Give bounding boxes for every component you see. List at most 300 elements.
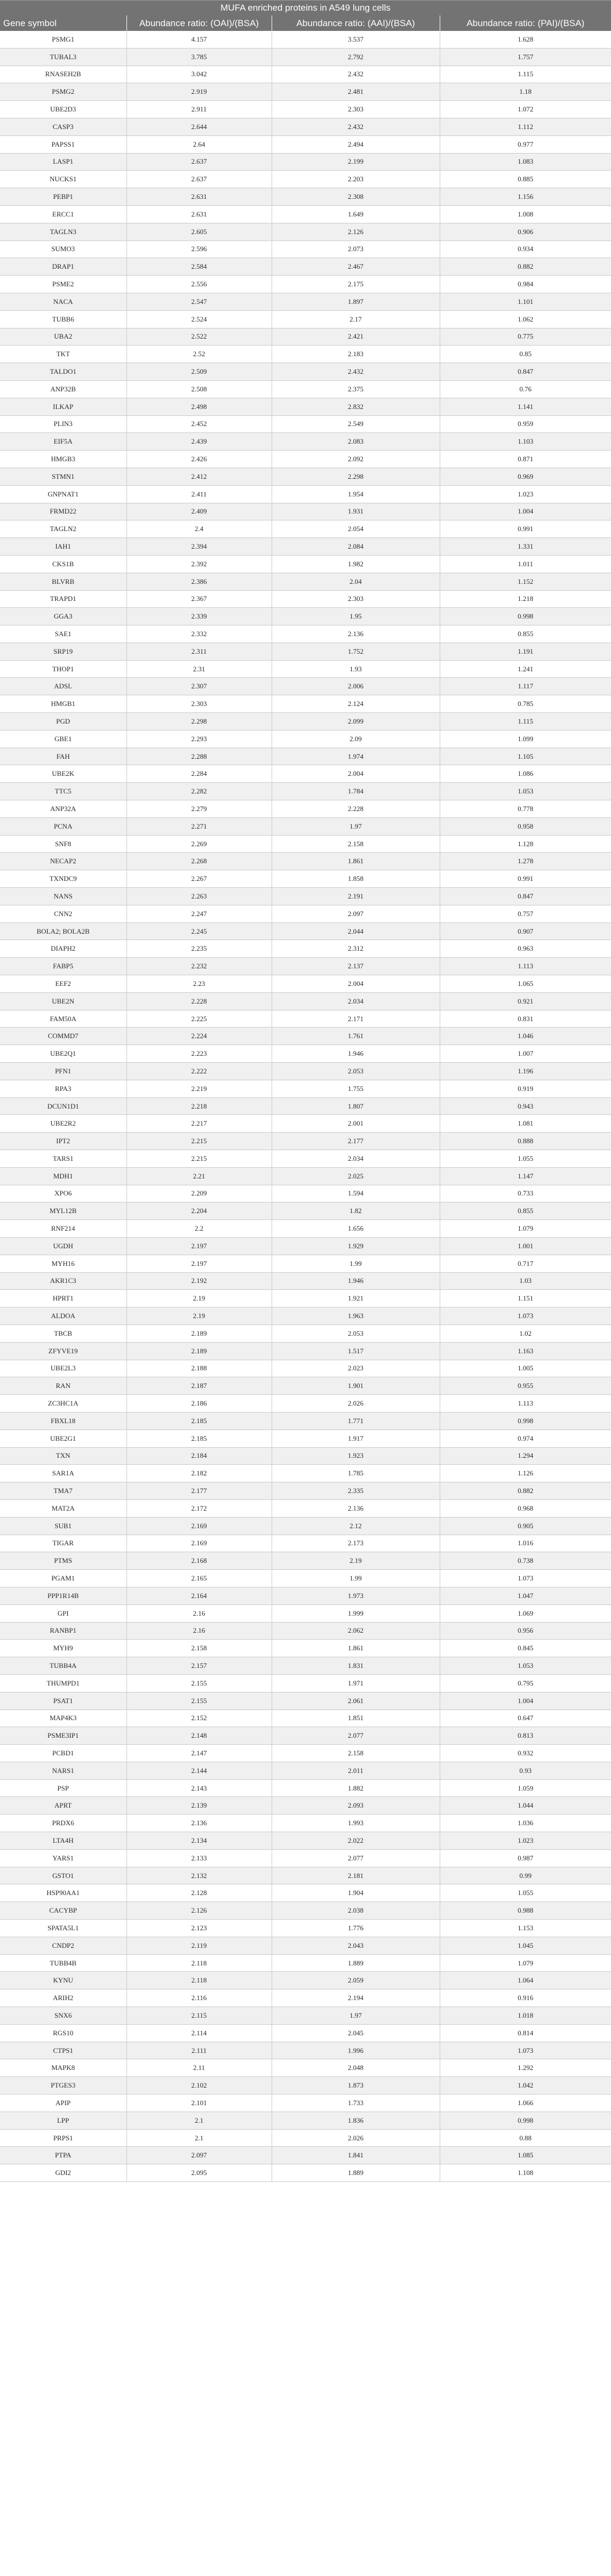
cell-aai-ratio: 2.175 — [272, 276, 440, 293]
cell-aai-ratio: 1.82 — [272, 1202, 440, 1220]
cell-aai-ratio: 2.335 — [272, 1482, 440, 1500]
cell-oai-ratio: 2.168 — [126, 1552, 272, 1570]
cell-oai-ratio: 2.605 — [126, 223, 272, 240]
table-row — [0, 223, 611, 240]
cell-aai-ratio: 2.043 — [272, 1937, 440, 1954]
cell-oai-ratio: 2.64 — [126, 135, 272, 153]
cell-pai-ratio: 0.907 — [440, 922, 611, 940]
table-row — [0, 1010, 611, 1028]
cell-pai-ratio: 0.871 — [440, 451, 611, 468]
cell-gene-symbol: CNN2 — [0, 905, 126, 922]
cell-gene-symbol: RAN — [0, 1377, 126, 1395]
cell-gene-symbol: PRDX6 — [0, 1815, 126, 1832]
cell-oai-ratio: 2.215 — [126, 1150, 272, 1168]
table-row — [0, 101, 611, 118]
cell-aai-ratio: 1.974 — [272, 748, 440, 765]
cell-gene-symbol: NUCKS1 — [0, 171, 126, 188]
cell-aai-ratio: 2.004 — [272, 975, 440, 993]
cell-oai-ratio: 2.224 — [126, 1028, 272, 1045]
cell-gene-symbol: CASP3 — [0, 118, 126, 135]
cell-oai-ratio: 2.637 — [126, 153, 272, 171]
cell-pai-ratio: 1.011 — [440, 555, 611, 573]
cell-oai-ratio: 2.293 — [126, 730, 272, 748]
cell-gene-symbol: ARIH2 — [0, 1989, 126, 2007]
cell-aai-ratio: 1.931 — [272, 503, 440, 520]
table-row — [0, 695, 611, 713]
cell-gene-symbol: CNDP2 — [0, 1937, 126, 1954]
table-row — [0, 1080, 611, 1097]
cell-gene-symbol: DRAP1 — [0, 258, 126, 276]
cell-aai-ratio: 2.549 — [272, 415, 440, 433]
table-row — [0, 293, 611, 310]
cell-aai-ratio: 1.946 — [272, 1272, 440, 1290]
table-row — [0, 1237, 611, 1255]
cell-gene-symbol: PPP1R14B — [0, 1587, 126, 1604]
cell-gene-symbol: UBE2N — [0, 992, 126, 1010]
cell-oai-ratio: 3.785 — [126, 48, 272, 66]
cell-gene-symbol: TTC5 — [0, 783, 126, 800]
table-row — [0, 625, 611, 643]
cell-gene-symbol: SAE1 — [0, 625, 126, 643]
table-row — [0, 2164, 611, 2182]
cell-pai-ratio: 1.18 — [440, 83, 611, 101]
cell-pai-ratio: 1.147 — [440, 1167, 611, 1185]
cell-pai-ratio: 1.069 — [440, 1604, 611, 1622]
cell-pai-ratio: 0.916 — [440, 1989, 611, 2007]
cell-aai-ratio: 2.199 — [272, 153, 440, 171]
table-row — [0, 643, 611, 660]
cell-pai-ratio: 0.998 — [440, 2112, 611, 2129]
table-row — [0, 1290, 611, 1307]
cell-pai-ratio: 0.738 — [440, 1552, 611, 1570]
cell-gene-symbol: TRAPD1 — [0, 590, 126, 608]
cell-pai-ratio: 1.113 — [440, 958, 611, 975]
cell-oai-ratio: 2.11 — [126, 2059, 272, 2077]
cell-aai-ratio: 1.97 — [272, 817, 440, 835]
cell-pai-ratio: 0.885 — [440, 171, 611, 188]
cell-gene-symbol: PSMG1 — [0, 31, 126, 48]
cell-aai-ratio: 2.792 — [272, 48, 440, 66]
cell-oai-ratio: 2.102 — [126, 2077, 272, 2094]
cell-pai-ratio: 0.99 — [440, 1867, 611, 1884]
table-row — [0, 922, 611, 940]
table-row — [0, 730, 611, 748]
cell-gene-symbol: HSP90AA1 — [0, 1884, 126, 1902]
cell-pai-ratio: 0.987 — [440, 1849, 611, 1867]
cell-gene-symbol: COMMD7 — [0, 1028, 126, 1045]
cell-pai-ratio: 0.991 — [440, 520, 611, 538]
cell-aai-ratio: 1.873 — [272, 2077, 440, 2094]
cell-pai-ratio: 1.101 — [440, 293, 611, 310]
cell-gene-symbol: ZC3HC1A — [0, 1395, 126, 1413]
cell-aai-ratio: 2.026 — [272, 2129, 440, 2147]
cell-aai-ratio: 1.946 — [272, 1045, 440, 1063]
cell-oai-ratio: 2.095 — [126, 2164, 272, 2182]
cell-gene-symbol: UBE2D3 — [0, 101, 126, 118]
cell-gene-symbol: TARS1 — [0, 1150, 126, 1168]
cell-aai-ratio: 2.045 — [272, 2024, 440, 2042]
cell-oai-ratio: 2.452 — [126, 415, 272, 433]
cell-pai-ratio: 1.156 — [440, 188, 611, 206]
cell-gene-symbol: BLVRB — [0, 573, 126, 590]
cell-gene-symbol: NACA — [0, 293, 126, 310]
cell-gene-symbol: RNF214 — [0, 1220, 126, 1238]
table-row — [0, 1884, 611, 1902]
cell-oai-ratio: 2.114 — [126, 2024, 272, 2042]
cell-aai-ratio: 1.973 — [272, 1587, 440, 1604]
cell-gene-symbol: ANP32A — [0, 800, 126, 818]
cell-gene-symbol: GPI — [0, 1604, 126, 1622]
cell-oai-ratio: 2.172 — [126, 1499, 272, 1517]
cell-oai-ratio: 2.426 — [126, 451, 272, 468]
table-row — [0, 1779, 611, 1797]
cell-gene-symbol: APRT — [0, 1797, 126, 1815]
cell-oai-ratio: 2.392 — [126, 555, 272, 573]
cell-gene-symbol: PSP — [0, 1779, 126, 1797]
cell-aai-ratio: 2.126 — [272, 223, 440, 240]
cell-gene-symbol: PSMG2 — [0, 83, 126, 101]
cell-pai-ratio: 1.099 — [440, 730, 611, 748]
table-row — [0, 398, 611, 415]
cell-oai-ratio: 2.409 — [126, 503, 272, 520]
column-header-oai-ratio: Abundance ratio: (OAI)/(BSA) — [126, 15, 272, 31]
cell-aai-ratio: 1.861 — [272, 853, 440, 870]
cell-pai-ratio: 1.044 — [440, 1797, 611, 1815]
cell-gene-symbol: UBE2R2 — [0, 1115, 126, 1133]
cell-oai-ratio: 2.169 — [126, 1517, 272, 1535]
table-row — [0, 66, 611, 83]
cell-aai-ratio: 2.136 — [272, 625, 440, 643]
cell-aai-ratio: 2.025 — [272, 1167, 440, 1185]
cell-gene-symbol: TUBB4B — [0, 1954, 126, 1972]
cell-gene-symbol: DIAPH2 — [0, 940, 126, 958]
cell-pai-ratio: 1.079 — [440, 1220, 611, 1238]
cell-pai-ratio: 1.055 — [440, 1150, 611, 1168]
cell-gene-symbol: PRPS1 — [0, 2129, 126, 2147]
cell-pai-ratio: 1.073 — [440, 1570, 611, 1587]
cell-aai-ratio: 2.062 — [272, 1622, 440, 1640]
cell-oai-ratio: 2.509 — [126, 363, 272, 381]
cell-pai-ratio: 1.047 — [440, 1587, 611, 1604]
table-row — [0, 765, 611, 783]
cell-pai-ratio: 0.93 — [440, 1762, 611, 1779]
table-row — [0, 1430, 611, 1447]
cell-gene-symbol: SRP19 — [0, 643, 126, 660]
table-row — [0, 1972, 611, 1989]
cell-gene-symbol: PTGES3 — [0, 2077, 126, 2094]
cell-pai-ratio: 0.977 — [440, 135, 611, 153]
cell-pai-ratio: 1.115 — [440, 66, 611, 83]
cell-oai-ratio: 2.217 — [126, 1115, 272, 1133]
cell-oai-ratio: 2.386 — [126, 573, 272, 590]
cell-oai-ratio: 2.508 — [126, 380, 272, 398]
cell-oai-ratio: 2.139 — [126, 1797, 272, 1815]
cell-pai-ratio: 0.943 — [440, 1097, 611, 1115]
cell-aai-ratio: 2.077 — [272, 1727, 440, 1745]
table-row — [0, 188, 611, 206]
table-row — [0, 1395, 611, 1413]
cell-oai-ratio: 2.215 — [126, 1133, 272, 1150]
cell-gene-symbol: PCNA — [0, 817, 126, 835]
cell-aai-ratio: 1.882 — [272, 1779, 440, 1797]
cell-oai-ratio: 2.644 — [126, 118, 272, 135]
table-row — [0, 1482, 611, 1500]
cell-aai-ratio: 1.831 — [272, 1657, 440, 1675]
cell-aai-ratio: 2.171 — [272, 1010, 440, 1028]
cell-aai-ratio: 2.832 — [272, 398, 440, 415]
table-row — [0, 1360, 611, 1377]
cell-gene-symbol: PSME2 — [0, 276, 126, 293]
cell-pai-ratio: 1.115 — [440, 713, 611, 731]
cell-aai-ratio: 2.303 — [272, 590, 440, 608]
table-row — [0, 1220, 611, 1238]
cell-oai-ratio: 2.225 — [126, 1010, 272, 1028]
cell-oai-ratio: 2.584 — [126, 258, 272, 276]
cell-aai-ratio: 2.421 — [272, 328, 440, 346]
table-row — [0, 748, 611, 765]
cell-aai-ratio: 2.177 — [272, 1133, 440, 1150]
cell-aai-ratio: 2.04 — [272, 573, 440, 590]
cell-pai-ratio: 1.053 — [440, 783, 611, 800]
cell-aai-ratio: 2.006 — [272, 678, 440, 695]
table-row — [0, 1710, 611, 1727]
cell-aai-ratio: 2.034 — [272, 992, 440, 1010]
cell-oai-ratio: 2.192 — [126, 1272, 272, 1290]
cell-gene-symbol: CACYBP — [0, 1902, 126, 1920]
cell-pai-ratio: 1.007 — [440, 1045, 611, 1063]
cell-aai-ratio: 2.158 — [272, 835, 440, 853]
cell-gene-symbol: DCUN1D1 — [0, 1097, 126, 1115]
cell-gene-symbol: HPRT1 — [0, 1290, 126, 1307]
cell-aai-ratio: 1.594 — [272, 1185, 440, 1202]
cell-gene-symbol: GBE1 — [0, 730, 126, 748]
cell-pai-ratio: 0.984 — [440, 276, 611, 293]
cell-oai-ratio: 2.219 — [126, 1080, 272, 1097]
table-row — [0, 1902, 611, 1920]
table-row — [0, 240, 611, 258]
table-row — [0, 1587, 611, 1604]
cell-aai-ratio: 1.921 — [272, 1290, 440, 1307]
cell-aai-ratio: 1.996 — [272, 2042, 440, 2059]
cell-pai-ratio: 1.03 — [440, 1272, 611, 1290]
cell-pai-ratio: 1.062 — [440, 310, 611, 328]
table-row — [0, 346, 611, 363]
cell-pai-ratio: 0.855 — [440, 1202, 611, 1220]
cell-aai-ratio: 1.929 — [272, 1237, 440, 1255]
cell-aai-ratio: 1.95 — [272, 608, 440, 625]
cell-oai-ratio: 2.631 — [126, 205, 272, 223]
cell-gene-symbol: UBE2K — [0, 765, 126, 783]
table-row — [0, 1150, 611, 1168]
cell-gene-symbol: PTPA — [0, 2147, 126, 2164]
table-row — [0, 433, 611, 451]
table-row — [0, 1727, 611, 1745]
cell-gene-symbol: PSME3IP1 — [0, 1727, 126, 1745]
cell-oai-ratio: 2.182 — [126, 1465, 272, 1482]
cell-oai-ratio: 2.282 — [126, 783, 272, 800]
cell-pai-ratio: 1.191 — [440, 643, 611, 660]
table-row — [0, 485, 611, 503]
cell-gene-symbol: RPA3 — [0, 1080, 126, 1097]
cell-pai-ratio: 0.958 — [440, 817, 611, 835]
cell-pai-ratio: 0.845 — [440, 1640, 611, 1657]
table-body — [0, 31, 611, 2182]
cell-aai-ratio: 1.771 — [272, 1412, 440, 1430]
cell-aai-ratio: 1.963 — [272, 1307, 440, 1325]
cell-oai-ratio: 2.911 — [126, 101, 272, 118]
cell-oai-ratio: 2.245 — [126, 922, 272, 940]
cell-pai-ratio: 1.241 — [440, 660, 611, 678]
cell-aai-ratio: 1.889 — [272, 2164, 440, 2182]
table-row — [0, 2094, 611, 2112]
cell-pai-ratio: 0.813 — [440, 1727, 611, 1745]
cell-aai-ratio: 2.023 — [272, 1360, 440, 1377]
cell-pai-ratio: 1.103 — [440, 433, 611, 451]
cell-pai-ratio: 1.02 — [440, 1325, 611, 1342]
cell-pai-ratio: 1.331 — [440, 538, 611, 556]
cell-pai-ratio: 0.969 — [440, 468, 611, 485]
cell-oai-ratio: 2.19 — [126, 1307, 272, 1325]
cell-oai-ratio: 3.042 — [126, 66, 272, 83]
table-row — [0, 503, 611, 520]
cell-aai-ratio: 2.183 — [272, 346, 440, 363]
table-row — [0, 1342, 611, 1360]
table-row — [0, 800, 611, 818]
table-row — [0, 31, 611, 48]
cell-pai-ratio: 0.959 — [440, 415, 611, 433]
cell-gene-symbol: TAGLN2 — [0, 520, 126, 538]
cell-gene-symbol: ZFYVE19 — [0, 1342, 126, 1360]
cell-oai-ratio: 2.268 — [126, 853, 272, 870]
cell-aai-ratio: 1.999 — [272, 1604, 440, 1622]
cell-gene-symbol: STMN1 — [0, 468, 126, 485]
cell-oai-ratio: 2.919 — [126, 83, 272, 101]
cell-gene-symbol: GDI2 — [0, 2164, 126, 2182]
data-table — [0, 15, 611, 2182]
cell-oai-ratio: 2.115 — [126, 2007, 272, 2025]
cell-pai-ratio: 1.086 — [440, 765, 611, 783]
table-row — [0, 1097, 611, 1115]
cell-gene-symbol: TXNDC9 — [0, 870, 126, 888]
cell-gene-symbol: PSAT1 — [0, 1692, 126, 1710]
cell-gene-symbol: SPATA5L1 — [0, 1920, 126, 1937]
table-row — [0, 1325, 611, 1342]
cell-oai-ratio: 2.136 — [126, 1815, 272, 1832]
cell-oai-ratio: 2.332 — [126, 625, 272, 643]
cell-aai-ratio: 1.733 — [272, 2094, 440, 2112]
cell-gene-symbol: SAR1A — [0, 1465, 126, 1482]
cell-pai-ratio: 1.278 — [440, 853, 611, 870]
cell-oai-ratio: 2.187 — [126, 1377, 272, 1395]
cell-gene-symbol: TMA7 — [0, 1482, 126, 1500]
cell-pai-ratio: 1.152 — [440, 573, 611, 590]
cell-gene-symbol: SUB1 — [0, 1517, 126, 1535]
cell-aai-ratio: 2.432 — [272, 66, 440, 83]
table-row — [0, 975, 611, 993]
table-row — [0, 1063, 611, 1080]
cell-aai-ratio: 2.312 — [272, 940, 440, 958]
cell-oai-ratio: 2.133 — [126, 1849, 272, 1867]
cell-aai-ratio: 2.038 — [272, 1902, 440, 1920]
cell-pai-ratio: 1.053 — [440, 1657, 611, 1675]
table-row — [0, 1202, 611, 1220]
table-row — [0, 83, 611, 101]
table-row — [0, 853, 611, 870]
cell-aai-ratio: 2.059 — [272, 1972, 440, 1989]
cell-gene-symbol: MYL12B — [0, 1202, 126, 1220]
table-row — [0, 328, 611, 346]
table-row — [0, 2129, 611, 2147]
cell-pai-ratio: 0.795 — [440, 1674, 611, 1692]
cell-oai-ratio: 2.128 — [126, 1884, 272, 1902]
cell-gene-symbol: PGD — [0, 713, 126, 731]
cell-gene-symbol: PGAM1 — [0, 1570, 126, 1587]
table-row — [0, 940, 611, 958]
cell-aai-ratio: 2.19 — [272, 1552, 440, 1570]
table-row — [0, 1028, 611, 1045]
cell-pai-ratio: 0.998 — [440, 608, 611, 625]
cell-aai-ratio: 2.375 — [272, 380, 440, 398]
cell-gene-symbol: PLIN3 — [0, 415, 126, 433]
cell-gene-symbol: PFN1 — [0, 1063, 126, 1080]
cell-pai-ratio: 0.855 — [440, 625, 611, 643]
cell-pai-ratio: 1.072 — [440, 101, 611, 118]
cell-pai-ratio: 0.963 — [440, 940, 611, 958]
cell-gene-symbol: LTA4H — [0, 1832, 126, 1850]
cell-pai-ratio: 1.065 — [440, 975, 611, 993]
cell-gene-symbol: MAT2A — [0, 1499, 126, 1517]
cell-aai-ratio: 1.517 — [272, 1342, 440, 1360]
cell-aai-ratio: 1.982 — [272, 555, 440, 573]
cell-pai-ratio: 1.117 — [440, 678, 611, 695]
cell-aai-ratio: 2.432 — [272, 118, 440, 135]
cell-oai-ratio: 2.184 — [126, 1447, 272, 1465]
cell-oai-ratio: 2.21 — [126, 1167, 272, 1185]
cell-oai-ratio: 2.188 — [126, 1360, 272, 1377]
table-row — [0, 1640, 611, 1657]
cell-pai-ratio: 1.112 — [440, 118, 611, 135]
cell-pai-ratio: 1.163 — [440, 1342, 611, 1360]
cell-gene-symbol: UBE2L3 — [0, 1360, 126, 1377]
cell-aai-ratio: 2.061 — [272, 1692, 440, 1710]
cell-oai-ratio: 2.16 — [126, 1622, 272, 1640]
cell-oai-ratio: 2.218 — [126, 1097, 272, 1115]
cell-gene-symbol: UBE2Q1 — [0, 1045, 126, 1063]
cell-gene-symbol: CKS1B — [0, 555, 126, 573]
cell-oai-ratio: 2.269 — [126, 835, 272, 853]
table-row — [0, 817, 611, 835]
cell-gene-symbol: TXN — [0, 1447, 126, 1465]
cell-oai-ratio: 2.524 — [126, 310, 272, 328]
cell-pai-ratio: 0.882 — [440, 1482, 611, 1500]
cell-aai-ratio: 1.993 — [272, 1815, 440, 1832]
cell-pai-ratio: 1.128 — [440, 835, 611, 853]
cell-oai-ratio: 2.556 — [126, 276, 272, 293]
cell-aai-ratio: 2.092 — [272, 451, 440, 468]
cell-oai-ratio: 2.169 — [126, 1535, 272, 1552]
cell-gene-symbol: UGDH — [0, 1237, 126, 1255]
cell-gene-symbol: PAPSS1 — [0, 135, 126, 153]
cell-oai-ratio: 2.52 — [126, 346, 272, 363]
cell-oai-ratio: 2.155 — [126, 1692, 272, 1710]
cell-gene-symbol: THUMPD1 — [0, 1674, 126, 1692]
cell-aai-ratio: 1.776 — [272, 1920, 440, 1937]
cell-pai-ratio: 0.955 — [440, 1377, 611, 1395]
cell-aai-ratio: 1.954 — [272, 485, 440, 503]
table-row — [0, 1412, 611, 1430]
table-row — [0, 2077, 611, 2094]
cell-gene-symbol: RNASEH2B — [0, 66, 126, 83]
